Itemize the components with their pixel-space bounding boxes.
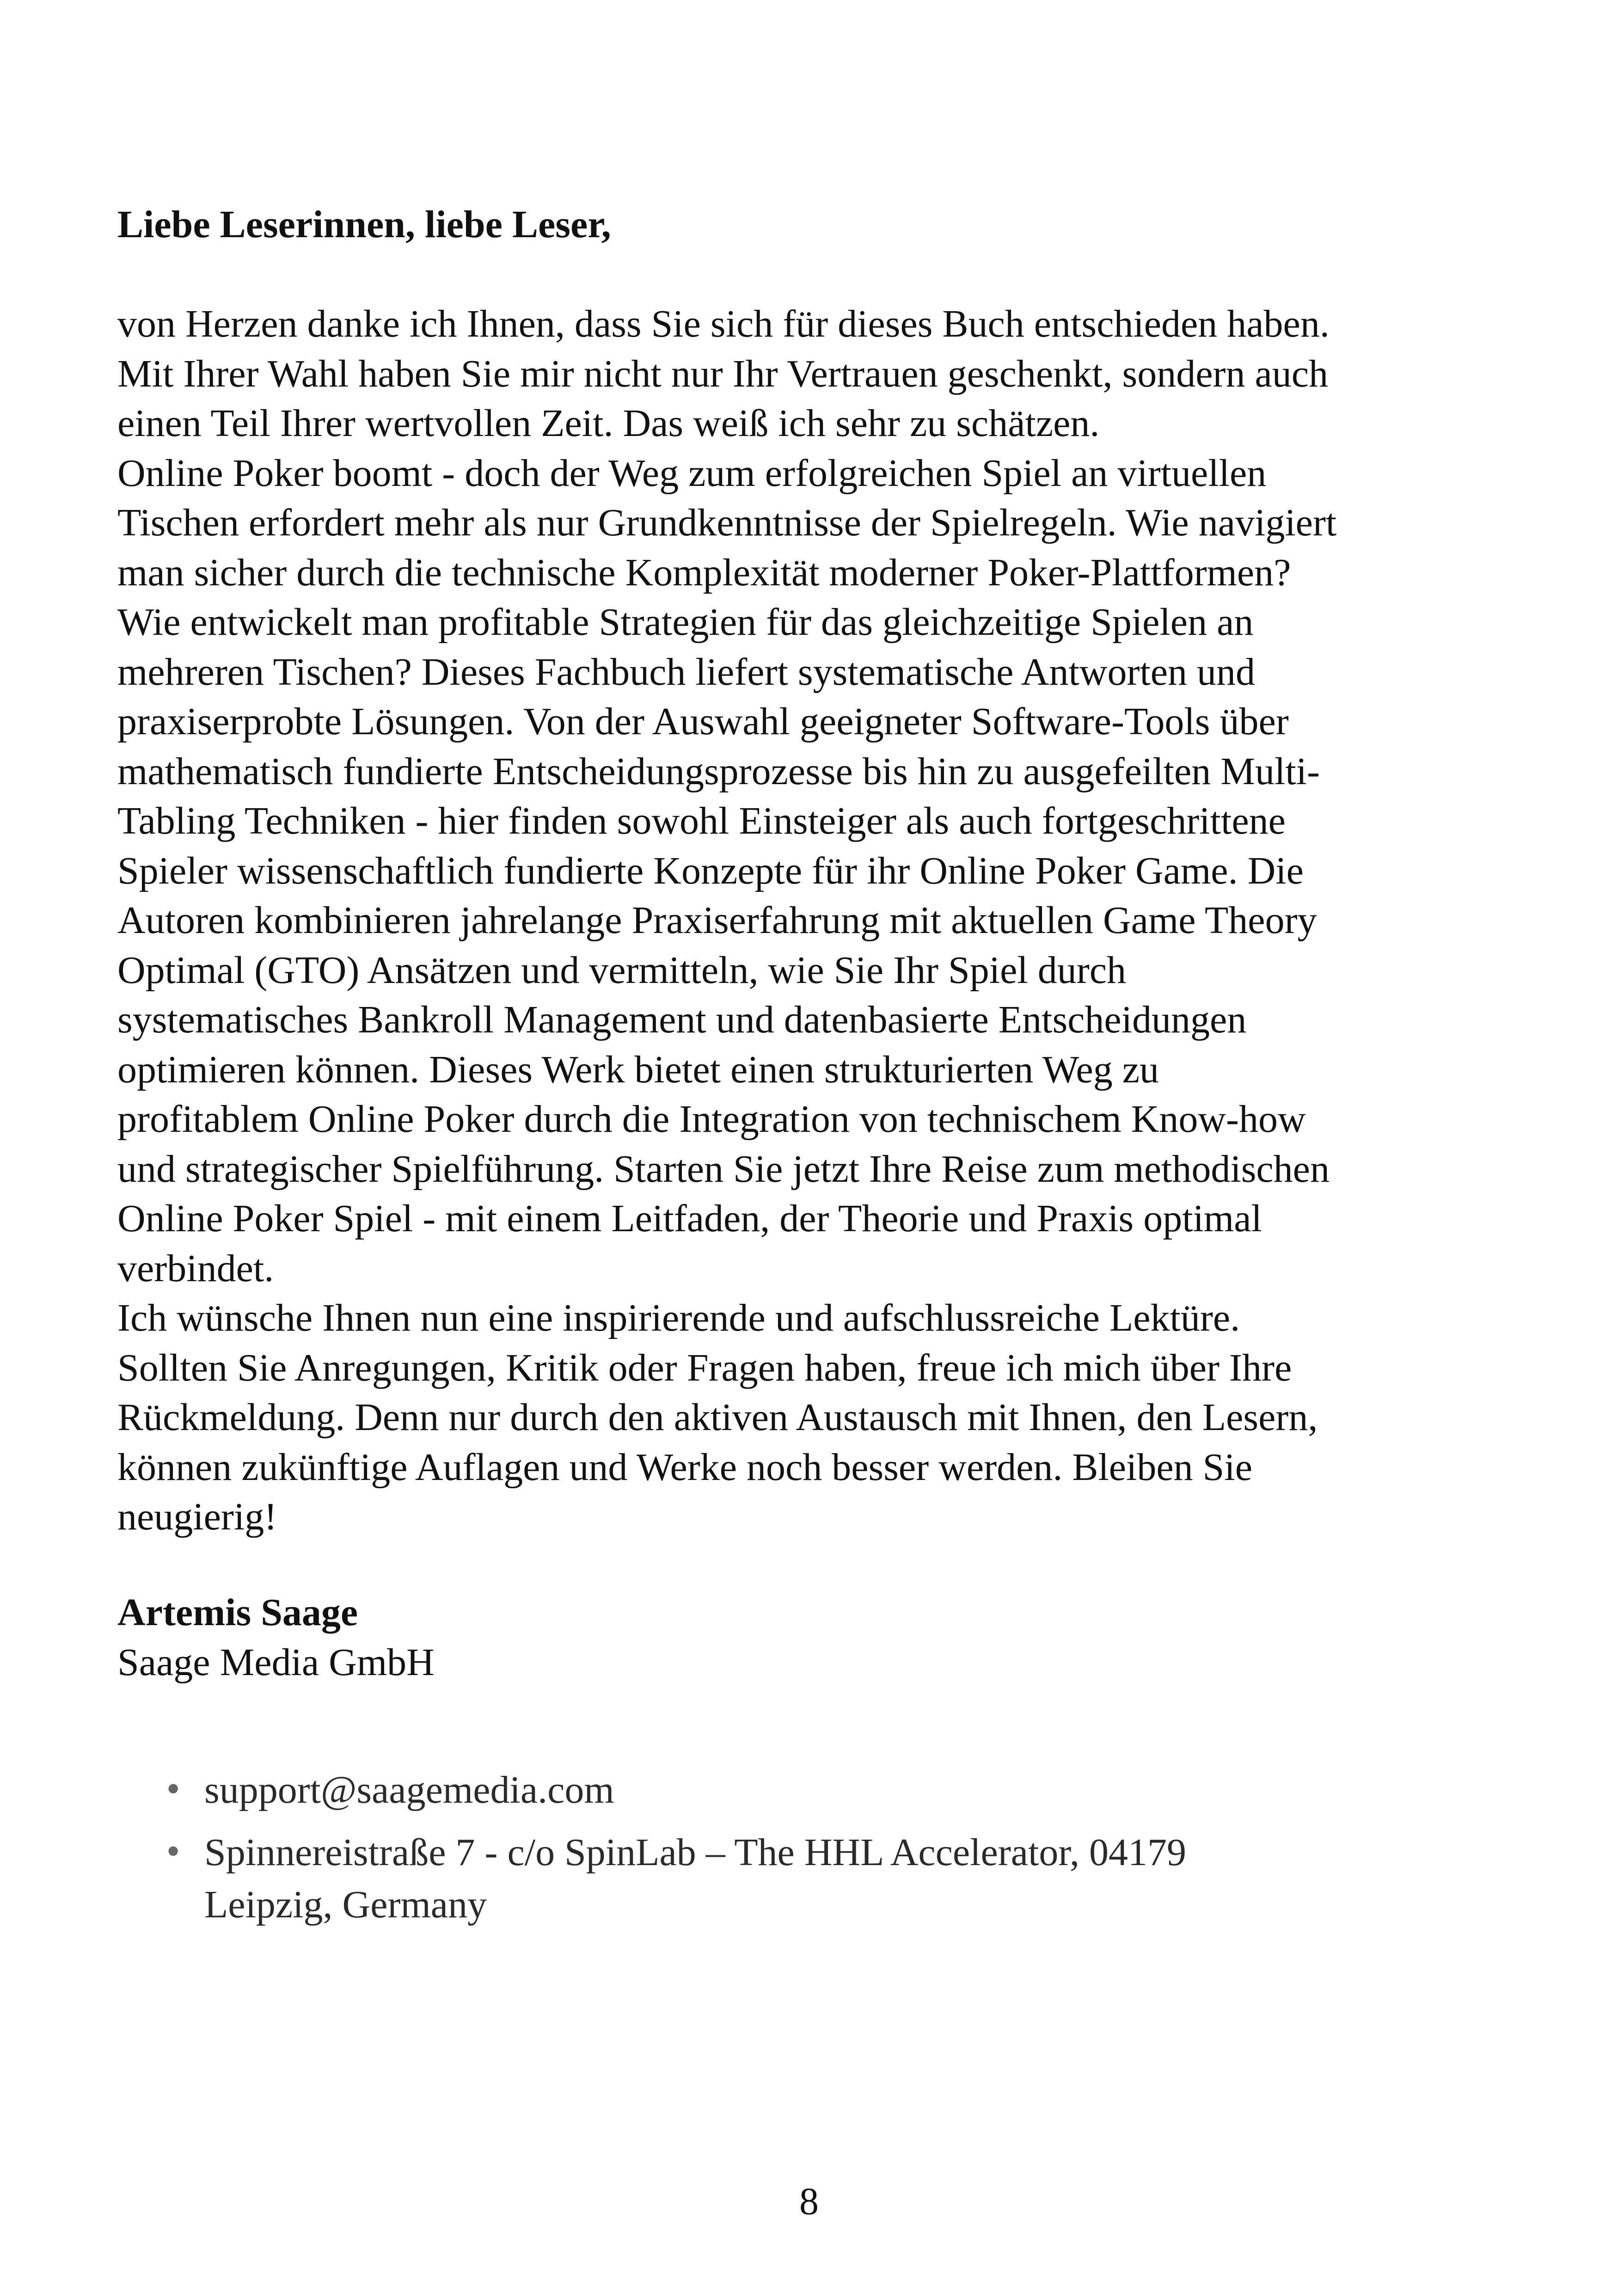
body-line: können zukünftige Auflagen und Werke noch besser werden. Bleiben Sie — [117, 1445, 1252, 1489]
salutation-heading: Liebe Leserinnen, liebe Leser, — [117, 203, 611, 246]
body-line: man sicher durch die technische Komplexität moderner Poker-Plattformen? — [117, 551, 1291, 594]
body-line: von Herzen danke ich Ihnen, dass Sie sich für dieses Buch entschieden haben. — [117, 302, 1330, 345]
body-line: praxiserprobte Lösungen. Von der Auswahl geeigneter Software-Tools über — [117, 700, 1289, 743]
signature-block — [117, 1588, 1227, 1688]
body-text — [117, 299, 1527, 1542]
body-line: mathematisch fundierte Entscheidungsprozesse bis hin zu ausgefeilten Multi- — [117, 749, 1320, 793]
body-line: Autoren kombinieren jahrelange Praxiserfahrung mit aktuellen Game Theory — [117, 899, 1317, 942]
bullet-icon: • — [164, 1833, 183, 1871]
body-line: Online Poker boomt - doch der Weg zum erfolgreichen Spiel an virtuellen — [117, 451, 1267, 495]
body-line: Online Poker Spiel - mit einem Leitfaden, der Theorie und Praxis optimal — [117, 1197, 1262, 1240]
body-line: mehreren Tischen? Dieses Fachbuch liefert systematische Antworten und — [117, 650, 1256, 694]
company-name: Saage Media GmbH — [117, 1641, 435, 1684]
body-line: Tischen erfordert mehr als nur Grundkenntnisse der Spielregeln. Wie navigiert — [117, 501, 1337, 544]
body-line: verbindet. — [117, 1246, 274, 1290]
body-line: Ich wünsche Ihnen nun eine inspirierende und aufschlussreiche Lektüre. — [117, 1296, 1240, 1339]
body-line: optimieren können. Dieses Werk bietet einen strukturierten Weg zu — [117, 1048, 1159, 1091]
page-number: 8 — [799, 2180, 819, 2223]
body-line: Tabling Techniken - hier finden sowohl Einsteiger als auch fortgeschrittene — [117, 799, 1286, 842]
body-line: einen Teil Ihrer wertvollen Zeit. Das weiß ich sehr zu schätzen. — [117, 402, 1100, 445]
email-link[interactable]: support@saagemedia.com — [204, 1768, 614, 1811]
contact-list — [157, 1764, 1498, 1941]
body-line: Mit Ihrer Wahl haben Sie mir nicht nur Ihr Vertrauen geschenkt, sondern auch — [117, 352, 1329, 395]
address-line: Spinnereistraße 7 - c/o SpinLab – The HHL Accelerator, 04179 — [204, 1831, 1187, 1874]
body-line: neugierig! — [117, 1495, 277, 1538]
body-line: und strategischer Spielführung. Starten Sie jetzt Ihre Reise zum methodischen — [117, 1147, 1330, 1191]
bullet-icon: • — [164, 1771, 183, 1809]
author-name: Artemis Saage — [117, 1591, 358, 1634]
body-line: Optimal (GTO) Ansätzen und vermitteln, wie Sie Ihr Spiel durch — [117, 948, 1126, 992]
body-line: Wie entwickelt man profitable Strategien für das gleichzeitige Spielen an — [117, 601, 1254, 644]
contact-address-item — [157, 1826, 1498, 1931]
body-line: Rückmeldung. Denn nur durch den aktiven Austausch mit Ihnen, den Lesern, — [117, 1396, 1318, 1439]
body-line: Sollten Sie Anregungen, Kritik oder Fragen haben, freue ich mich über Ihre — [117, 1346, 1292, 1389]
contact-email-item — [157, 1764, 1498, 1816]
body-line: systematisches Bankroll Management und datenbasierte Entscheidungen — [117, 998, 1247, 1041]
body-line: Spieler wissenschaftlich fundierte Konzepte für ihr Online Poker Game. Die — [117, 849, 1304, 892]
body-line: profitablem Online Poker durch die Integration von technischem Know-how — [117, 1098, 1306, 1141]
address-line: Leipzig, Germany — [204, 1883, 487, 1926]
